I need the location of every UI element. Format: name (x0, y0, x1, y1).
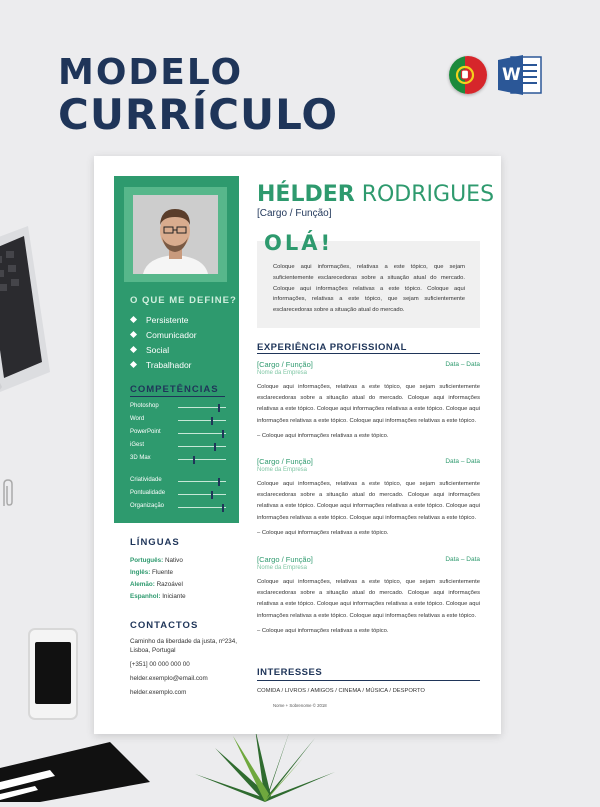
notebook-icon (0, 740, 150, 802)
divider (257, 353, 480, 354)
skill-bar (178, 420, 226, 421)
skill-bar (178, 481, 226, 482)
skill-bar (178, 433, 226, 434)
skill-row (130, 503, 230, 512)
avatar (133, 195, 218, 274)
skill-label: PowerPoint (130, 429, 161, 435)
divider (257, 680, 480, 681)
phone-icon (28, 628, 78, 720)
job-description: Coloque aqui informações, relativas a este tópico, que sejam suficientemente esclarecedoras sobre a situação atual do mercado. Coloque aqui informações relativas a este tópico. Coloque aqui informações relativas a este tópico. Coloque aqui informações relativas a este tópico. Coloque aqui informações relativas a este tópico. (257, 481, 480, 521)
phone-number: [+351] 00 000 000 00 (130, 661, 190, 668)
skill-label: Pontualidade (130, 490, 166, 496)
job-note: – Coloque aqui informações relativas a este tópico. (257, 529, 389, 536)
word-icon[interactable] (497, 54, 543, 96)
title-line-1: MODELO (58, 52, 244, 93)
skill-bar (178, 494, 226, 495)
job-note: – Coloque aqui informações relativas a este tópico. (257, 432, 389, 439)
list-item: Social (131, 343, 197, 358)
job-description: Coloque aqui informações, relativas a este tópico, que sejam suficientemente esclarecedoras sobre a situação atual do mercado. Coloque aqui informações relativas a este tópico. Coloque aqui informações relativas a este tópico. Coloque aqui informações relativas a este tópico. Coloque aqui informações relativas a este tópico. (257, 579, 480, 619)
skill-label: Criatividade (130, 477, 162, 483)
skill-row (130, 455, 230, 464)
job-dates: Data – Data (445, 361, 480, 368)
skill-label: iGest (130, 442, 145, 448)
languages-list (130, 555, 186, 603)
plant-icon (195, 728, 335, 802)
skill-level-marker (222, 504, 224, 512)
diamond-bullet-icon (130, 346, 137, 353)
job-company: Nome da Empresa (257, 467, 308, 473)
skill-level-marker (214, 443, 216, 451)
diamond-bullet-icon (130, 316, 137, 323)
job-note: – Coloque aqui informações relativas a este tópico. (257, 627, 389, 634)
laptop-icon (0, 222, 50, 422)
website-link[interactable]: helder.exemplo.com (130, 689, 187, 696)
interests-list: COMIDA / LIVROS / AMIGOS / CINEMA / MÚSICA / DESPORTO (257, 688, 425, 694)
skill-label: 3D Max (130, 455, 151, 461)
contacts-block (130, 637, 240, 697)
skill-row (130, 403, 230, 412)
skill-label: Organização (130, 503, 165, 509)
skills-heading: COMPETÊNCIAS (130, 384, 219, 395)
address: Caminho da liberdade da justa, nº234, Lisboa, Portugal (130, 638, 237, 654)
skill-row (130, 490, 230, 499)
define-heading: O QUE ME DEFINE? (130, 295, 237, 306)
candidate-role: [Cargo / Função] (257, 208, 332, 219)
job-entry (257, 555, 480, 634)
candidate-name: HÉLDER RODRIGUES (257, 182, 495, 207)
job-entry (257, 457, 480, 536)
skill-level-marker (211, 491, 213, 499)
list-item: Persistente (131, 313, 197, 328)
skill-label: Photoshop (130, 403, 159, 409)
skill-label: Word (130, 416, 145, 422)
profile-photo-frame (124, 187, 227, 282)
list-item: Inglês: Fluente (130, 569, 174, 576)
skill-row (130, 477, 230, 486)
contacts-heading: CONTACTOS (130, 620, 199, 631)
hello-title: OLÁ! (264, 231, 334, 255)
list-item: Trabalhador (131, 358, 197, 373)
traits-list (131, 313, 197, 373)
job-description: Coloque aqui informações, relativas a este tópico, que sejam suficientemente esclarecedoras sobre a situação atual do mercado. Coloque aqui informações relativas a este tópico. Coloque aqui informações relativas a este tópico. Coloque aqui informações relativas a este tópico. Coloque aqui informações relativas a este tópico. (257, 384, 480, 424)
paperclip-icon (0, 478, 16, 508)
skill-level-marker (193, 456, 195, 464)
skill-level-marker (222, 430, 224, 438)
languages-heading: LÍNGUAS (130, 537, 180, 548)
list-item: Comunicador (131, 328, 197, 343)
job-dates: Data – Data (445, 556, 480, 563)
experience-heading: EXPERIÊNCIA PROFISSIONAL (257, 342, 407, 353)
hello-text: Coloque aqui informações, relativas a este tópico, que sejam suficientemente esclarecedoras sobre a situação atual do mercado. Coloque aqui informações relativas a este tópico. Coloque aqui informações, relativas a este tópico, que sejam suficientemente esclarecedoras sobre a situação atual do mercado. (273, 264, 465, 314)
skill-row (130, 429, 230, 438)
title-line-2: CURRÍCULO (58, 90, 339, 139)
job-dates: Data – Data (445, 458, 480, 465)
skill-bar (178, 446, 226, 447)
list-item: Espanhol: Iniciante (130, 593, 186, 600)
job-role: [Cargo / Função] (257, 457, 313, 466)
skill-row (130, 416, 230, 425)
diamond-bullet-icon (130, 361, 137, 368)
job-entry (257, 360, 480, 439)
job-role: [Cargo / Função] (257, 555, 313, 564)
diamond-bullet-icon (130, 331, 137, 338)
email-link[interactable]: helder.exemplo@email.com (130, 675, 208, 682)
skill-level-marker (218, 478, 220, 486)
divider (130, 396, 225, 397)
word-letter: W (502, 65, 521, 85)
job-company: Nome da Empresa (257, 565, 308, 571)
skill-bar (178, 407, 226, 408)
skill-row (130, 442, 230, 451)
job-role: [Cargo / Função] (257, 360, 313, 369)
interests-heading: INTERESSES (257, 667, 323, 678)
skill-level-marker (218, 404, 220, 412)
portugal-flag-icon[interactable] (449, 56, 487, 94)
skill-bar (178, 507, 226, 508)
skill-level-marker (211, 417, 213, 425)
skill-bar (178, 459, 226, 460)
list-item: Português: Nativo (130, 557, 183, 564)
footer-credit: Nome + Sobrenome © 2018 (273, 703, 327, 708)
job-company: Nome da Empresa (257, 370, 308, 376)
list-item: Alemão: Razoável (130, 581, 183, 588)
